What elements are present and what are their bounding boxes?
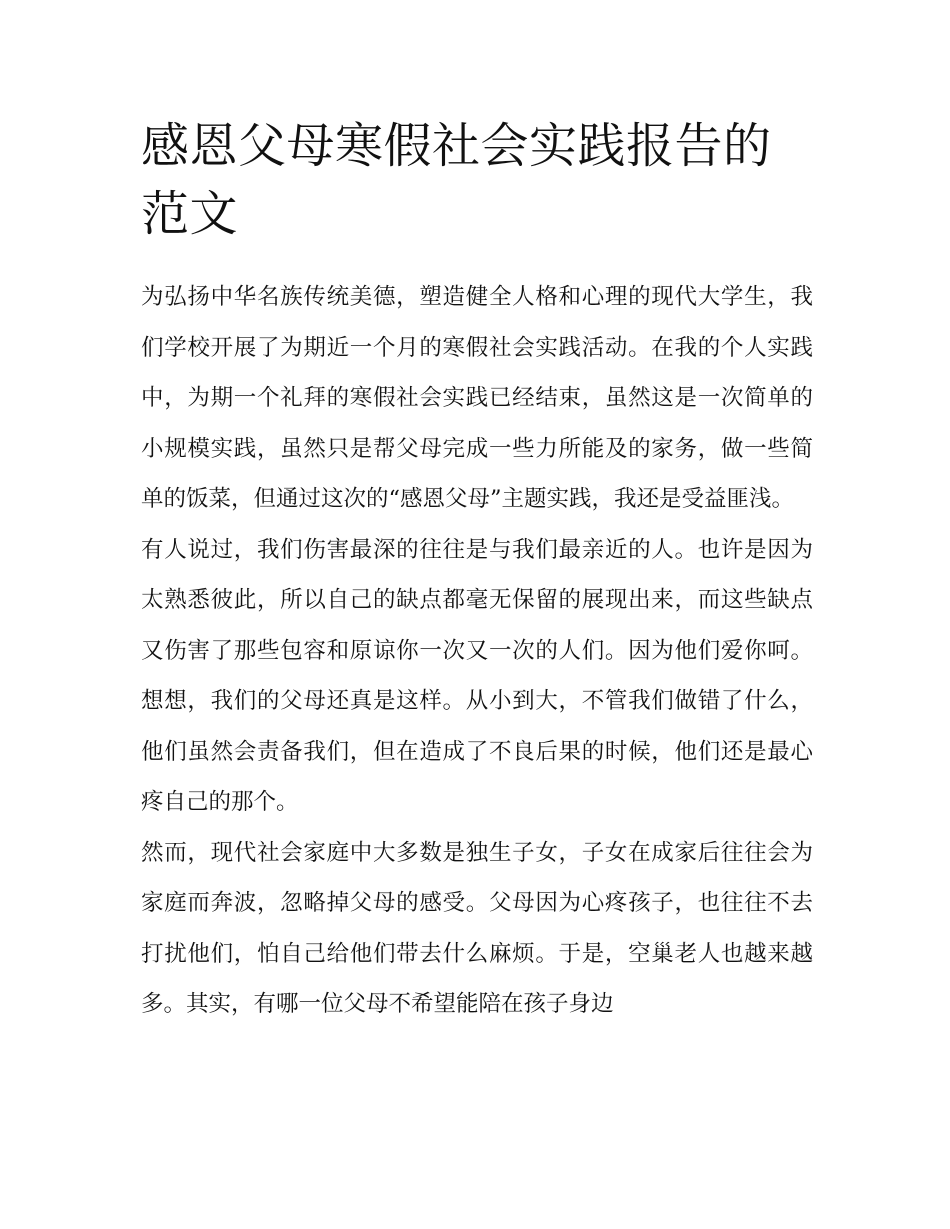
paragraph-3: 然而，现代社会家庭中大多数是独生子女，子女在成家后往往会为家庭而奔波，忽略掉父母的感受。父母因为心疼孩子，也往往不去打扰他们，怕自己给他们带去什么麻烦。于是，空巢老人也越来越多。其实，有哪一位父母不希望能陪在孩子身边	[141, 839, 813, 1017]
paragraph-2: 有人说过，我们伤害最深的往往是与我们最亲近的人。也许是因为太熟悉彼此，所以自己的缺点都毫无保留的展现出来，而这些缺点又伤害了那些包容和原谅你一次又一次的人们。因为他们爱你呵。想想，我们的父母还真是这样。从小到大，不管我们做错了什么，他们虽然会责备我们，但在造成了不良后果的时候，他们还是最心疼自己的那个。	[141, 536, 813, 815]
document-title: 感恩父母寒假社会实践报告的范文	[141, 118, 772, 242]
document-content	[141, 112, 813, 1030]
document-body	[141, 272, 813, 1030]
paragraph-1: 为弘扬中华名族传统美德，塑造健全人格和心理的现代大学生，我们学校开展了为期近一个月的寒假社会实践活动。在我的个人实践中，为期一个礼拜的寒假社会实践已经结束，虽然这是一次简单的小规模实践，虽然只是帮父母完成一些力所能及的家务，做一些简单的饭菜，但通过这次的“感恩父母”主题实践，我还是受益匪浅。	[141, 284, 813, 512]
